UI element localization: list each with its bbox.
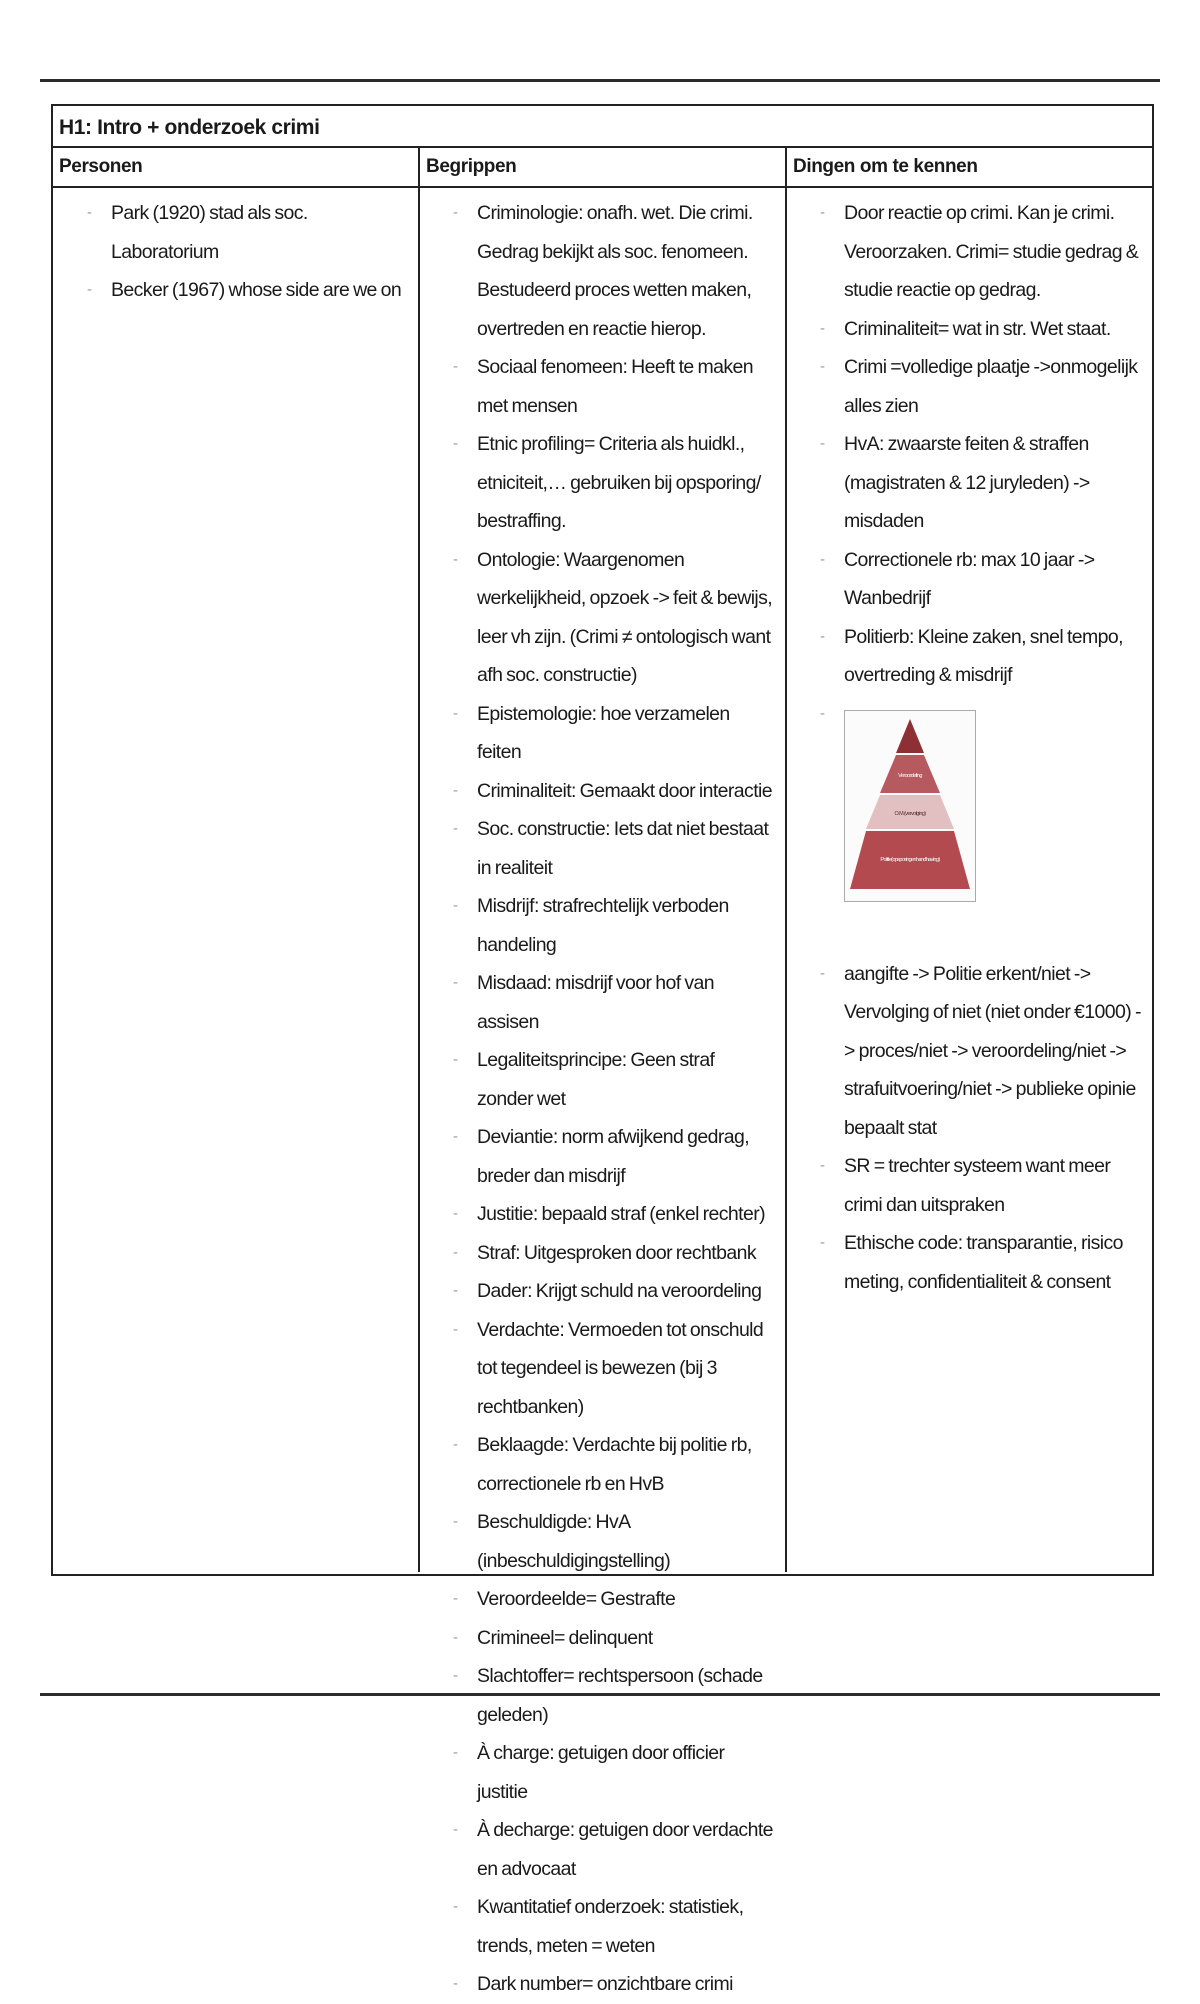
list-item: - Legaliteitsprincipe: Geen straf zonder wet <box>477 1041 773 1118</box>
list-item: - Criminaliteit= wat in str. Wet staat. <box>844 310 1142 349</box>
list-item: - Etnic profiling= Criteria als huidkl., etniciteit,… gebruiken bij opsporing/ bestraffing. <box>477 425 773 541</box>
dingen-om-te-kennen-column <box>787 188 1152 1572</box>
list-item: - Park (1920) stad als soc. Laboratorium <box>111 194 404 271</box>
list-item: - Correctionele rb: max 10 jaar -> Wanbedrijf <box>844 541 1142 618</box>
list-item: - HvA: zwaarste feiten & straffen (magistraten & 12 juryleden) -> misdaden <box>844 425 1142 541</box>
list-item: - Ethische code: transparantie, risico meting, confidentialiteit & consent <box>844 1224 1142 1301</box>
list-item: - Verdachte: Vermoeden tot onschuld tot tegendeel is bewezen (bij 3 rechtbanken) <box>477 1311 773 1427</box>
begrippen-column <box>420 188 787 1995</box>
bottom-rule <box>40 1693 1160 1696</box>
list-item: - Sociaal fenomeen: Heeft te maken met mensen <box>477 348 773 425</box>
list-item: - Beschuldigde: HvA (inbeschuldigingstelling) <box>477 1503 773 1580</box>
list-item: - Justitie: bepaald straf (enkel rechter) <box>477 1195 773 1234</box>
pyramid-tier-top <box>896 719 924 753</box>
list-item: - Veroordeelde= Gestrafte <box>477 1580 773 1619</box>
list-item: - Soc. constructie: Iets dat niet bestaat in realiteit <box>477 810 773 887</box>
list-item: - Politierb: Kleine zaken, snel tempo, overtreding & misdrijf <box>844 618 1142 695</box>
header-begrippen: Begrippen <box>420 148 787 186</box>
list-item: - Becker (1967) whose side are we on <box>111 271 404 310</box>
list-item: - Kwantitatief onderzoek: statistiek, trends, meten = weten <box>477 1888 773 1965</box>
list-item: - Deviantie: norm afwijkend gedrag, breder dan misdrijf <box>477 1118 773 1195</box>
list-item: - Dark number= onzichtbare crimi <box>477 1965 773 2004</box>
list-item: - Ontologie: Waargenomen werkelijkheid, opzoek -> feit & bewijs, leer vh zijn. (Crimi ≠ ontologisch want afh soc. constructie) <box>477 541 773 695</box>
list-item: - Epistemologie: hoe verzamelen feiten <box>477 695 773 772</box>
personen-list <box>53 188 418 310</box>
top-rule <box>40 79 1160 82</box>
pyramid-list-item <box>844 695 1142 955</box>
kennen-list <box>787 188 1152 1301</box>
pyramid-label-veroordeling: - Veroordeling <box>898 772 922 779</box>
list-item: - Beklaagde: Verdachte bij politie rb, correctionele rb en HvB <box>477 1426 773 1503</box>
list-item: - Misdrijf: strafrechtelijk verboden handeling <box>477 887 773 964</box>
list-item: - Crimineel= delinquent <box>477 1619 773 1658</box>
list-item: - aangifte -> Politie erkent/niet -> Vervolging of niet (niet onder €1000) -> proces/niet -> veroordeling/niet -> strafuitvoering/niet -> publieke opinie bepaalt stat <box>844 955 1142 1148</box>
pyramid-label-politie: Politie (opsporing en handhaving) <box>880 856 940 863</box>
list-item: - Crimi =volledige plaatje ->onmogelijk alles zien <box>844 348 1142 425</box>
header-row <box>53 148 1152 188</box>
list-item: - À decharge: getuigen door verdachte en advocaat <box>477 1811 773 1888</box>
pyramid-graphic <box>845 711 975 901</box>
table-title: H1: Intro + onderzoek crimi <box>53 106 1152 148</box>
list-item: - SR = trechter systeem want meer crimi dan uitspraken <box>844 1147 1142 1224</box>
list-item: - Dader: Krijgt schuld na veroordeling <box>477 1272 773 1311</box>
justice-pyramid-image <box>844 710 976 902</box>
list-item: - Criminologie: onafh. wet. Die crimi. Gedrag bekijkt als soc. fenomeen. Bestudeerd proces wetten maken, overtreden en reactie hierop. <box>477 194 773 348</box>
list-item: - À charge: getuigen door officier justitie <box>477 1734 773 1811</box>
notes-table <box>51 104 1154 1995</box>
personen-column <box>53 188 420 1572</box>
pyramid-label-om: O.M. (vervolging) <box>894 810 926 817</box>
list-item: - Misdaad: misdrijf voor hof van assisen <box>477 964 773 1041</box>
header-dingen-om-te-kennen: Dingen om te kennen <box>793 156 978 177</box>
list-item: - Slachtoffer= rechtspersoon (schade geleden) <box>477 1657 773 1734</box>
list-item: - Criminaliteit: Gemaakt door interactie <box>477 772 773 811</box>
header-personen: Personen <box>53 148 420 186</box>
body-row <box>53 188 1152 1995</box>
begrippen-list <box>420 188 785 2004</box>
list-item: - Straf: Uitgesproken door rechtbank <box>477 1234 773 1273</box>
list-item: - Door reactie op crimi. Kan je crimi. Veroorzaken. Crimi= studie gedrag & studie reactie op gedrag. <box>844 194 1142 310</box>
